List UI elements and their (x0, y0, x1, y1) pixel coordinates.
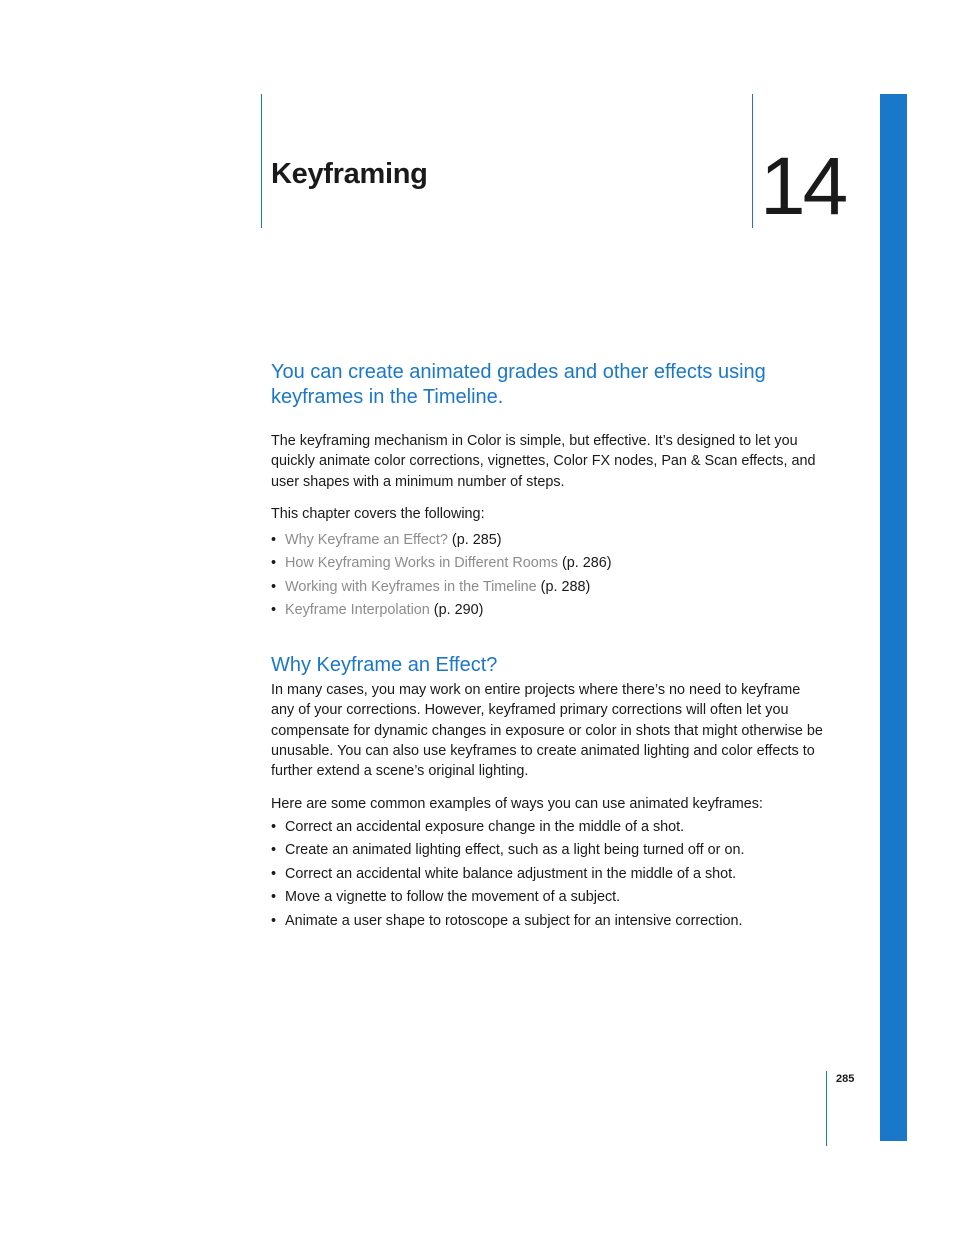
toc-page-ref: (p. 285) (451, 532, 502, 548)
list-item (271, 911, 827, 934)
section-paragraph: In many cases, you may work on entire projects where there’s no need to keyframe any of your corrections. However, keyframed primary corrections will often let you compensate for dynamic changes in exposure or color in shots that might otherwise be unusable. You can also use keyframes to create animated lighting and color effects to further extend a scene’s original lighting. (271, 682, 823, 780)
list-item (271, 817, 827, 840)
toc-link-timeline[interactable]: Working with Keyframes in the Timeline (285, 578, 537, 595)
toc-page-ref: (p. 286) (561, 555, 612, 572)
bullet: • (271, 842, 277, 859)
chapter-side-tab (880, 94, 907, 1141)
examples-intro: Here are some common examples of ways you can use animated keyframes: (271, 796, 763, 812)
example-text: Correct an accidental white balance adjustment in the middle of a shot. (285, 865, 737, 882)
chapter-covers-label: This chapter covers the following: (271, 506, 485, 522)
bullet: • (271, 602, 277, 619)
bullet: • (271, 912, 277, 929)
chapter-title: Keyframing (271, 158, 428, 190)
example-text: Move a vignette to follow the movement of a subject. (285, 889, 621, 906)
toc-page-ref: (p. 290) (433, 602, 484, 619)
list-item (271, 840, 827, 863)
bullet: • (271, 532, 277, 548)
bullet: • (271, 555, 277, 572)
toc-link-different-rooms[interactable]: How Keyframing Works in Different Rooms (285, 555, 558, 572)
intro-paragraph: The keyframing mechanism in Color is simple, but effective. It’s designed to let you quickly animate color corrections, vignettes, Color FX nodes, Pan & Scan effects, and user shapes with a minimum number of steps. (271, 433, 816, 490)
bullet: • (271, 819, 277, 835)
intro-heading: You can create animated grades and other effects using keyframes in the Timeline. (271, 361, 766, 408)
example-text: Create an animated lighting effect, such as a light being turned off or on. (285, 842, 745, 859)
page-number-rule (826, 1071, 827, 1146)
list-item (271, 864, 827, 887)
bullet: • (271, 578, 277, 595)
list-item (271, 577, 827, 600)
list-item (271, 553, 827, 576)
examples-list (271, 817, 827, 934)
toc-link-why-keyframe[interactable]: Why Keyframe an Effect? (285, 532, 448, 548)
toc-link-interpolation[interactable]: Keyframe Interpolation (285, 602, 430, 619)
list-item (271, 530, 827, 553)
toc-page-ref: (p. 288) (540, 578, 591, 595)
chapter-contents-list (271, 530, 827, 624)
page-number: 285 (836, 1073, 855, 1085)
section-heading: Why Keyframe an Effect? (271, 654, 498, 676)
bullet: • (271, 889, 277, 906)
example-text: Animate a user shape to rotoscope a subject for an intensive correction. (285, 912, 743, 929)
chapter-number: 14 (760, 141, 846, 232)
example-text: Correct an accidental exposure change in the middle of a shot. (285, 819, 685, 835)
title-left-rule (261, 94, 262, 228)
list-item (271, 887, 827, 910)
list-item (271, 600, 827, 623)
bullet: • (271, 865, 277, 882)
chapter-number-rule (752, 94, 753, 228)
